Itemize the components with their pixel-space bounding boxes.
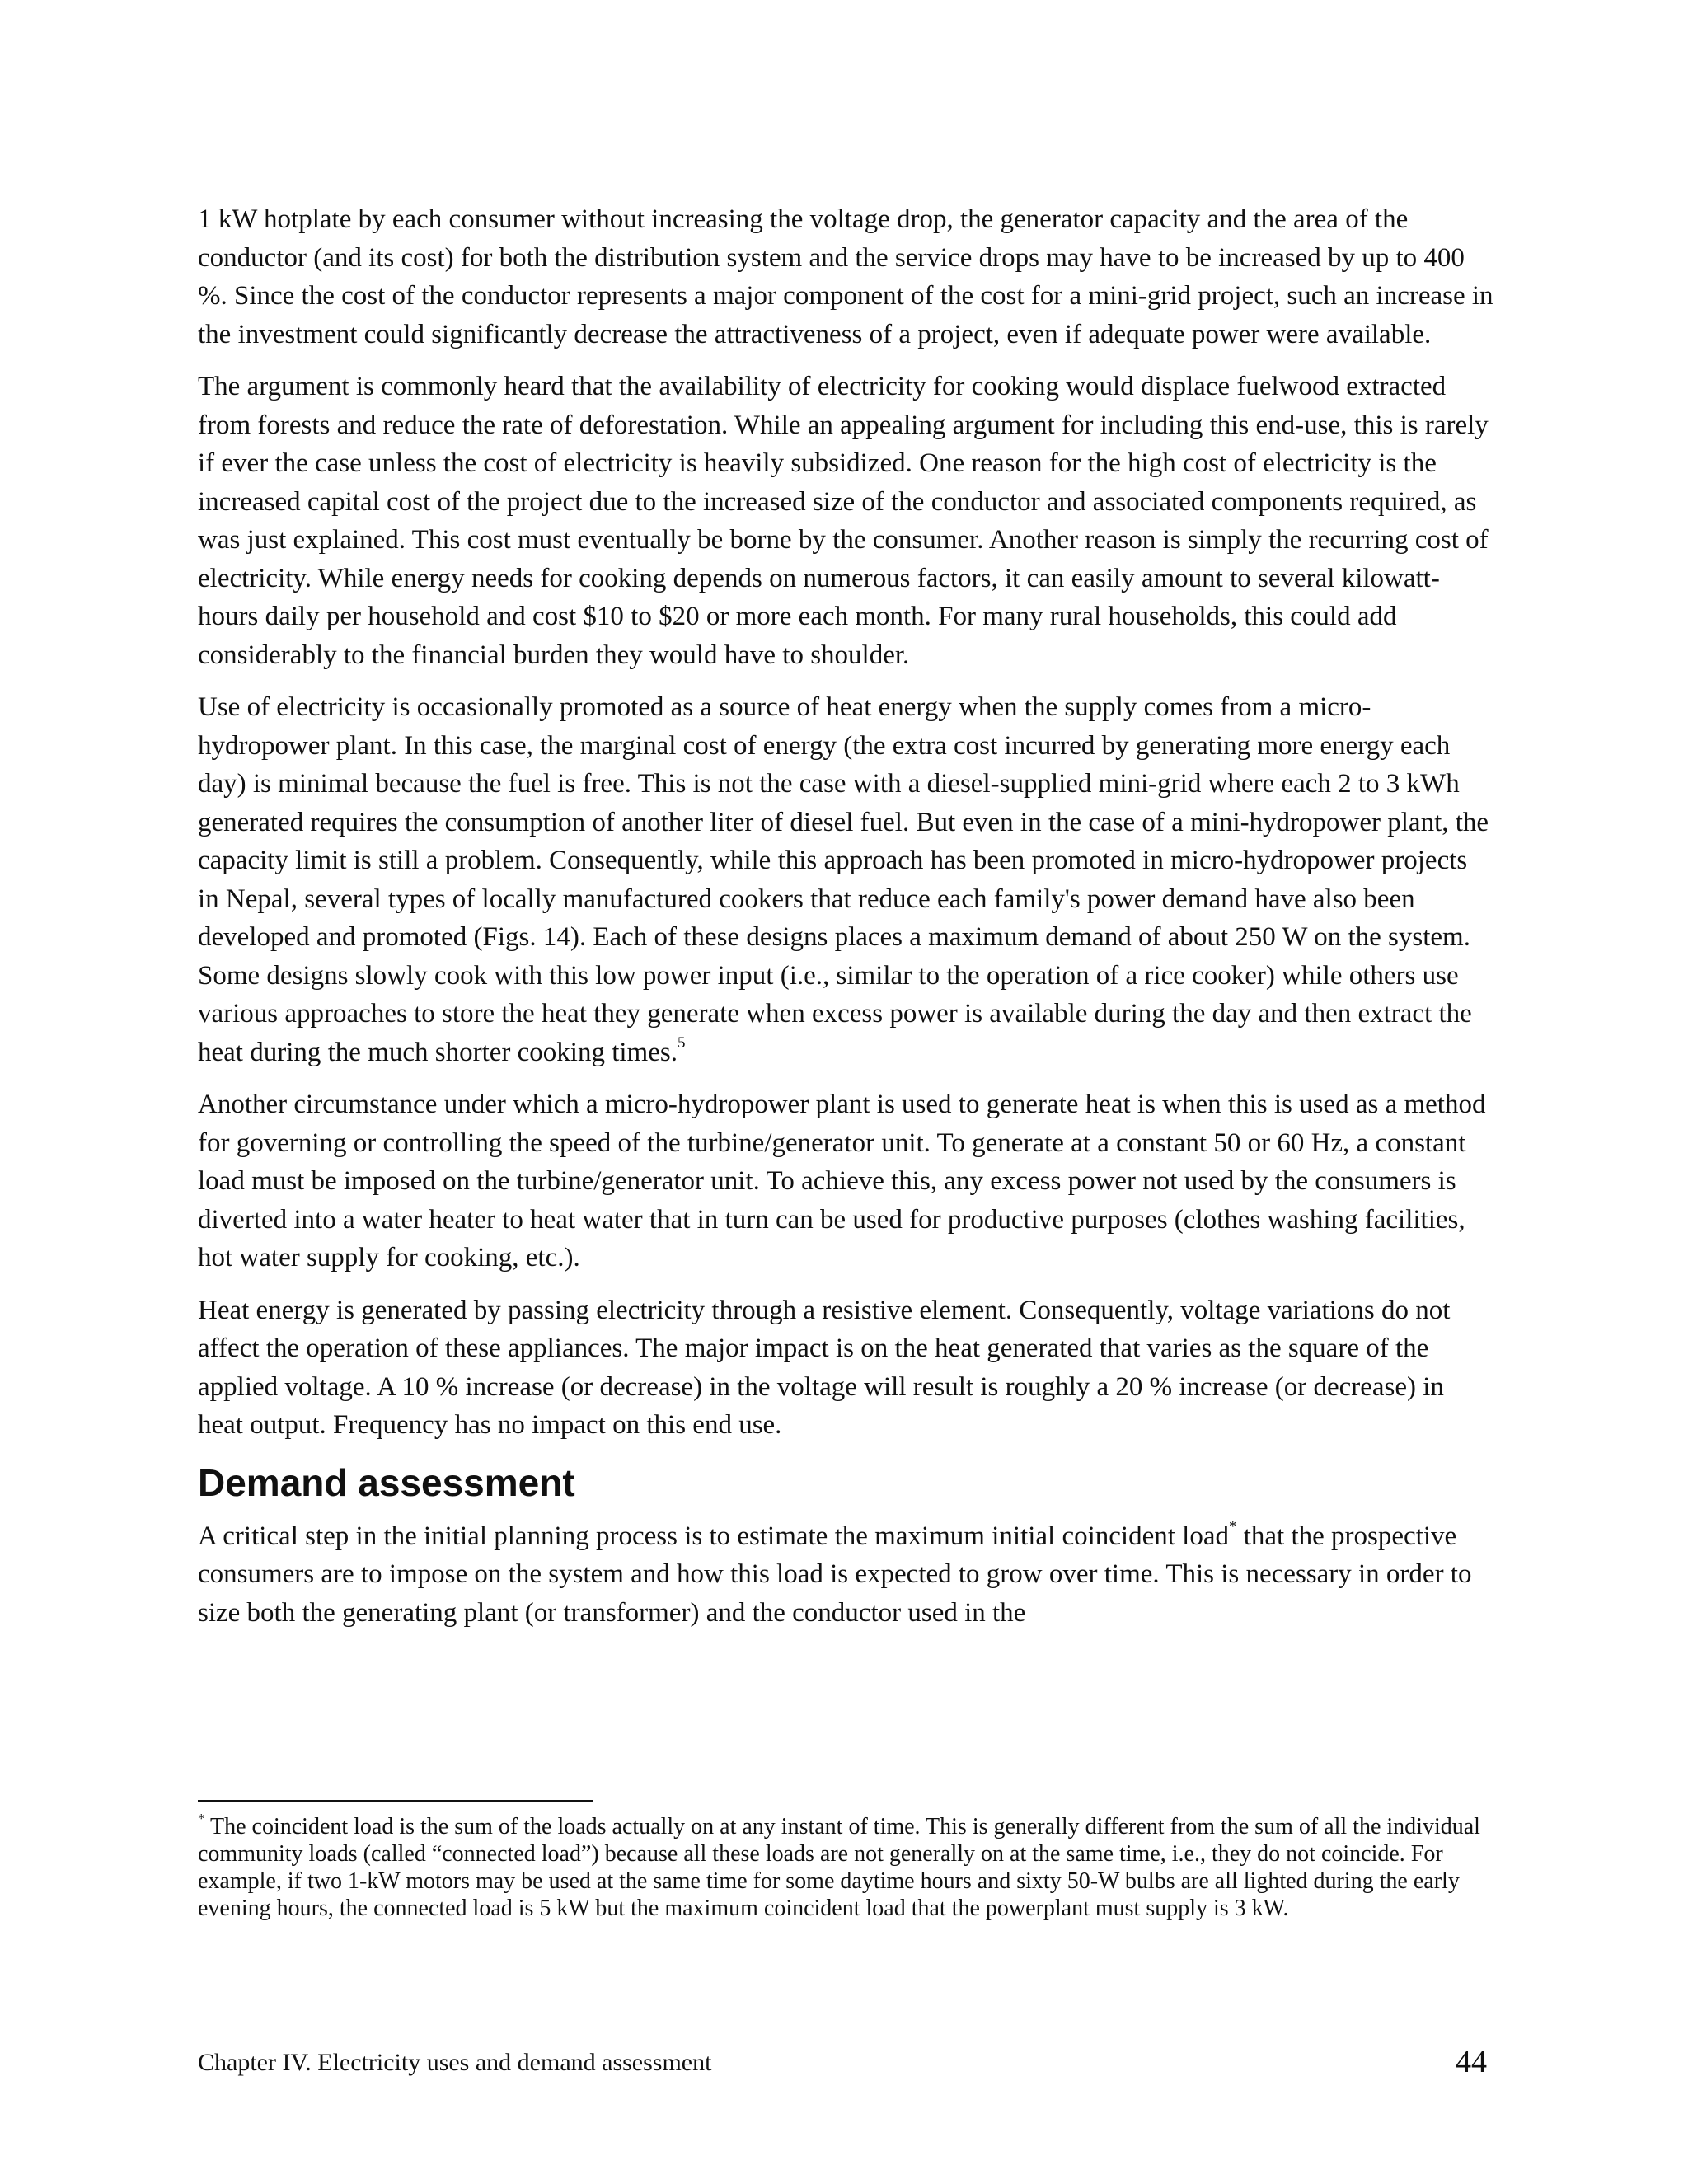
footer-chapter-title: Chapter IV. Electricity uses and demand assessment xyxy=(198,2049,712,2076)
demand-intro-text-end: that the prospective consumers are to impose on the system and how this load is expected to grow over time. This is necessary in order to size both the generating plant (or transformer) and the conductor used in the xyxy=(198,1521,1472,1628)
demand-intro-text-start: A critical step in the initial planning process is to estimate the maximum initial coincident load xyxy=(198,1521,1229,1551)
paragraph-fuelwood-text: The argument is commonly heard that the availability of electricity for cooking would displace fuelwood extracted from forests and reduce the rate of deforestation. While an appealing argument for including this end-use, this is rarely if ever the case unless the cost of electricity is heavily subsidized. One reason for the high cost of electricity is the increased capital cost of the project due to the increased size of the conductor and associated components required, as was just explained. This cost must eventually be borne by the consumer. Another reason is simply the recurring cost of electricity. While energy needs for cooking depends on numerous factors, it can easily amount to several kilowatt-hours daily per household and cost $10 to $20 or more each month. For many rural households, this could add considerably to the financial burden they would have to shoulder. xyxy=(198,372,1489,670)
paragraph-governing xyxy=(198,1085,1493,1277)
page-number: 44 xyxy=(1456,2045,1487,2079)
footnote xyxy=(198,1810,1493,1922)
footnote-mark: * xyxy=(198,1810,205,1826)
footnote-divider xyxy=(198,1800,593,1802)
paragraph-resistive-element-text: Heat energy is generated by passing electricity through a resistive element. Consequently, voltage variations do not affect the operation of these appliances. The major impact is on the heat generated that varies as the square of the applied voltage. A 10 % increase (or decrease) in the voltage will result is roughly a 20 % increase (or decrease) in heat output. Frequency has no impact on this end use. xyxy=(198,1295,1451,1440)
endnote-reference: 5 xyxy=(677,1033,686,1052)
footnote-reference: * xyxy=(1228,1517,1237,1535)
paragraph-heat-energy-source xyxy=(198,688,1493,1071)
page-body xyxy=(198,200,1493,1646)
page-footer xyxy=(198,2042,1493,2083)
paragraph-governing-text: Another circumstance under which a micro-hydropower plant is used to generate heat is when this is used as a method for governing or controlling the speed of the turbine/generator unit. To generate at a constant 50 or 60 Hz, a constant load must be imposed on the turbine/generator unit. To achieve this, any excess power not used by the consumers is diverted into a water heater to heat water that in turn can be used for productive purposes (clothes washing facilities, hot water supply for cooking, etc.). xyxy=(198,1090,1486,1272)
paragraph-resistive-element xyxy=(198,1291,1493,1445)
paragraph-hotplate xyxy=(198,200,1493,354)
paragraph-heat-energy-source-text: Use of electricity is occasionally promoted as a source of heat energy when the supply comes from a micro-hydropower plant. In this case, the marginal cost of energy (the extra cost incurred by generating more energy each day) is minimal because the fuel is free. This is not the case with a diesel-supplied mini-grid where each 2 to 3 kWh generated requires the consumption of another liter of diesel fuel. But even in the case of a mini-hydropower plant, the capacity limit is still a problem. Consequently, while this approach has been promoted in micro-hydropower projects in Nepal, several types of locally manufactured cookers that reduce each family's power demand have also been developed and promoted (Figs. 14). Each of these designs places a maximum demand of about 250 W on the system. Some designs slowly cook with this low power input (i.e., similar to the operation of a rice cooker) while others use various approaches to store the heat they generate when excess power is available during the day and then extract the heat during the much shorter cooking times. xyxy=(198,692,1489,1067)
paragraph-demand-intro xyxy=(198,1517,1493,1633)
footnote-text: The coincident load is the sum of the loads actually on at any instant of time. This is generally different from the sum of all the individual community loads (called “connected load”) because all these loads are not generally on at the same time, i.e., they do not coincide. For example, if two 1-kW motors may be used at the same time for some daytime hours and sixty 50-W bulbs are all lighted during the early evening hours, the connected load is 5 kW but the maximum coincident load that the powerplant must supply is 3 kW. xyxy=(198,1814,1480,1921)
paragraph-fuelwood xyxy=(198,368,1493,674)
paragraph-hotplate-text: 1 kW hotplate by each consumer without increasing the voltage drop, the generator capacity and the area of the conductor (and its cost) for both the distribution system and the service drops may have to be increased by up to 400 %. Since the cost of the conductor represents a major component of the cost for a mini-grid project, such an increase in the investment could significantly decrease the attractiveness of a project, even if adequate power were available. xyxy=(198,204,1493,349)
section-heading: Demand assessment xyxy=(198,1460,575,1504)
